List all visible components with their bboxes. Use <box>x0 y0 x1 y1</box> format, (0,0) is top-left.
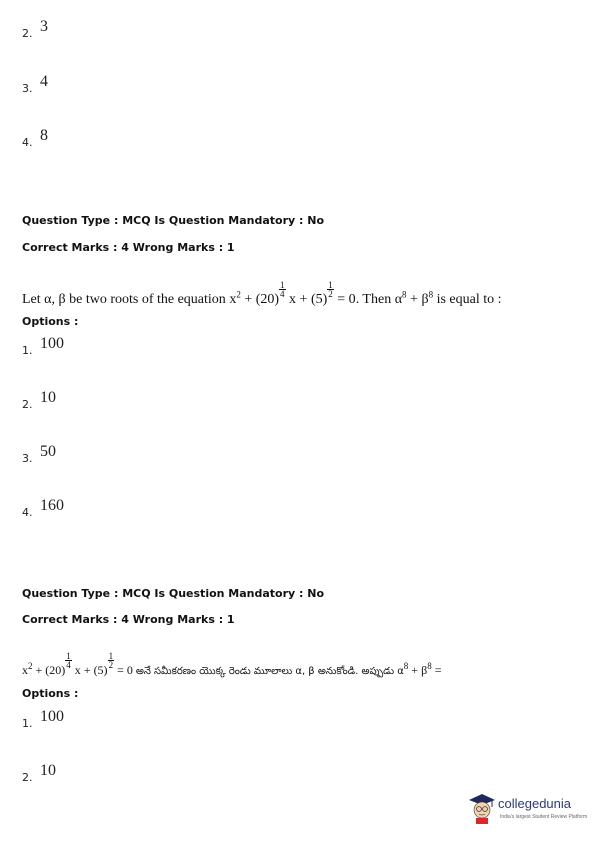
math-plus: + <box>411 663 419 677</box>
math-plus: + <box>299 292 308 307</box>
option-number: 1. <box>22 344 33 357</box>
logo-wordmark: collegedunia <box>498 796 572 811</box>
option-value: 8 <box>40 127 48 144</box>
option-value: 160 <box>40 497 64 514</box>
math-plus: + <box>244 292 253 307</box>
option-value: 50 <box>40 443 56 460</box>
option-number: 3. <box>22 452 33 465</box>
math-base: (20) <box>45 663 66 677</box>
option-value: 3 <box>40 18 48 35</box>
math-x: x <box>74 663 81 677</box>
options-label: Options : <box>22 687 79 700</box>
stem-text: Let α, β be two roots of the equation <box>22 292 226 307</box>
math-eq: = 0 <box>117 663 133 677</box>
option-number: 2. <box>22 771 33 784</box>
option-number: 3. <box>22 82 33 95</box>
question-type-line: Question Type : MCQ Is Question Mandatory : No <box>22 214 325 227</box>
collegedunia-logo <box>468 790 588 830</box>
math-plus: + <box>410 292 418 307</box>
math-eq: = 0 <box>337 292 356 307</box>
numerator: 1 <box>328 280 333 290</box>
fraction <box>108 652 115 669</box>
math-x: x <box>229 292 237 307</box>
math-exp: 8 <box>427 661 432 671</box>
option-number: 4. <box>22 506 33 519</box>
option-number: 2. <box>22 27 33 40</box>
math-eq: = <box>434 663 442 677</box>
math-plus: + <box>83 663 91 677</box>
math-base: (5) <box>93 663 108 677</box>
option-value: 100 <box>40 708 64 725</box>
math-exp: 2 <box>28 661 33 671</box>
option-number: 2. <box>22 398 33 411</box>
denominator: 4 <box>280 289 285 299</box>
math-x: x <box>289 292 297 307</box>
numerator: 1 <box>108 651 114 661</box>
option-value: 10 <box>40 389 56 406</box>
denominator: 2 <box>328 289 333 299</box>
denominator: 4 <box>66 660 71 670</box>
math-beta: β <box>421 292 429 307</box>
marks-line: Correct Marks : 4 Wrong Marks : 1 <box>22 613 235 626</box>
fraction <box>327 281 334 298</box>
stem-text: is equal to : <box>436 292 502 307</box>
fraction <box>65 652 72 669</box>
logo-tagline: India's largest Student Review Platform <box>500 814 588 820</box>
denominator: 2 <box>108 660 114 670</box>
stem-text: . Then α <box>355 292 403 307</box>
math-plus: + <box>35 663 43 677</box>
question-stem <box>22 652 441 679</box>
option-value: 4 <box>40 73 48 90</box>
math-beta: β <box>421 663 428 677</box>
option-number: 4. <box>22 136 33 149</box>
option-number: 1. <box>22 717 33 730</box>
math-exp: 2 <box>236 289 241 300</box>
question-stem <box>22 281 502 308</box>
math-exp: 8 <box>403 661 409 671</box>
mascot-icon <box>468 792 496 824</box>
options-label: Options : <box>22 315 79 328</box>
math-base: (20) <box>255 292 280 307</box>
numerator: 1 <box>280 280 285 290</box>
option-value: 100 <box>40 335 64 352</box>
math-exp: 8 <box>402 289 407 300</box>
option-value: 10 <box>40 762 56 779</box>
question-type-line: Question Type : MCQ Is Question Mandatory : No <box>22 587 325 600</box>
numerator: 1 <box>66 651 71 661</box>
marks-line: Correct Marks : 4 Wrong Marks : 1 <box>22 241 235 254</box>
math-base: (5) <box>310 292 328 307</box>
stem-telugu: అనే సమీకరణం యొక్క రెండు మూలాలు α, β అనుకోండి. అప్పుడు α <box>135 666 404 677</box>
math-exp: 8 <box>428 289 434 300</box>
math-x: x <box>22 663 28 677</box>
fraction <box>279 281 286 298</box>
